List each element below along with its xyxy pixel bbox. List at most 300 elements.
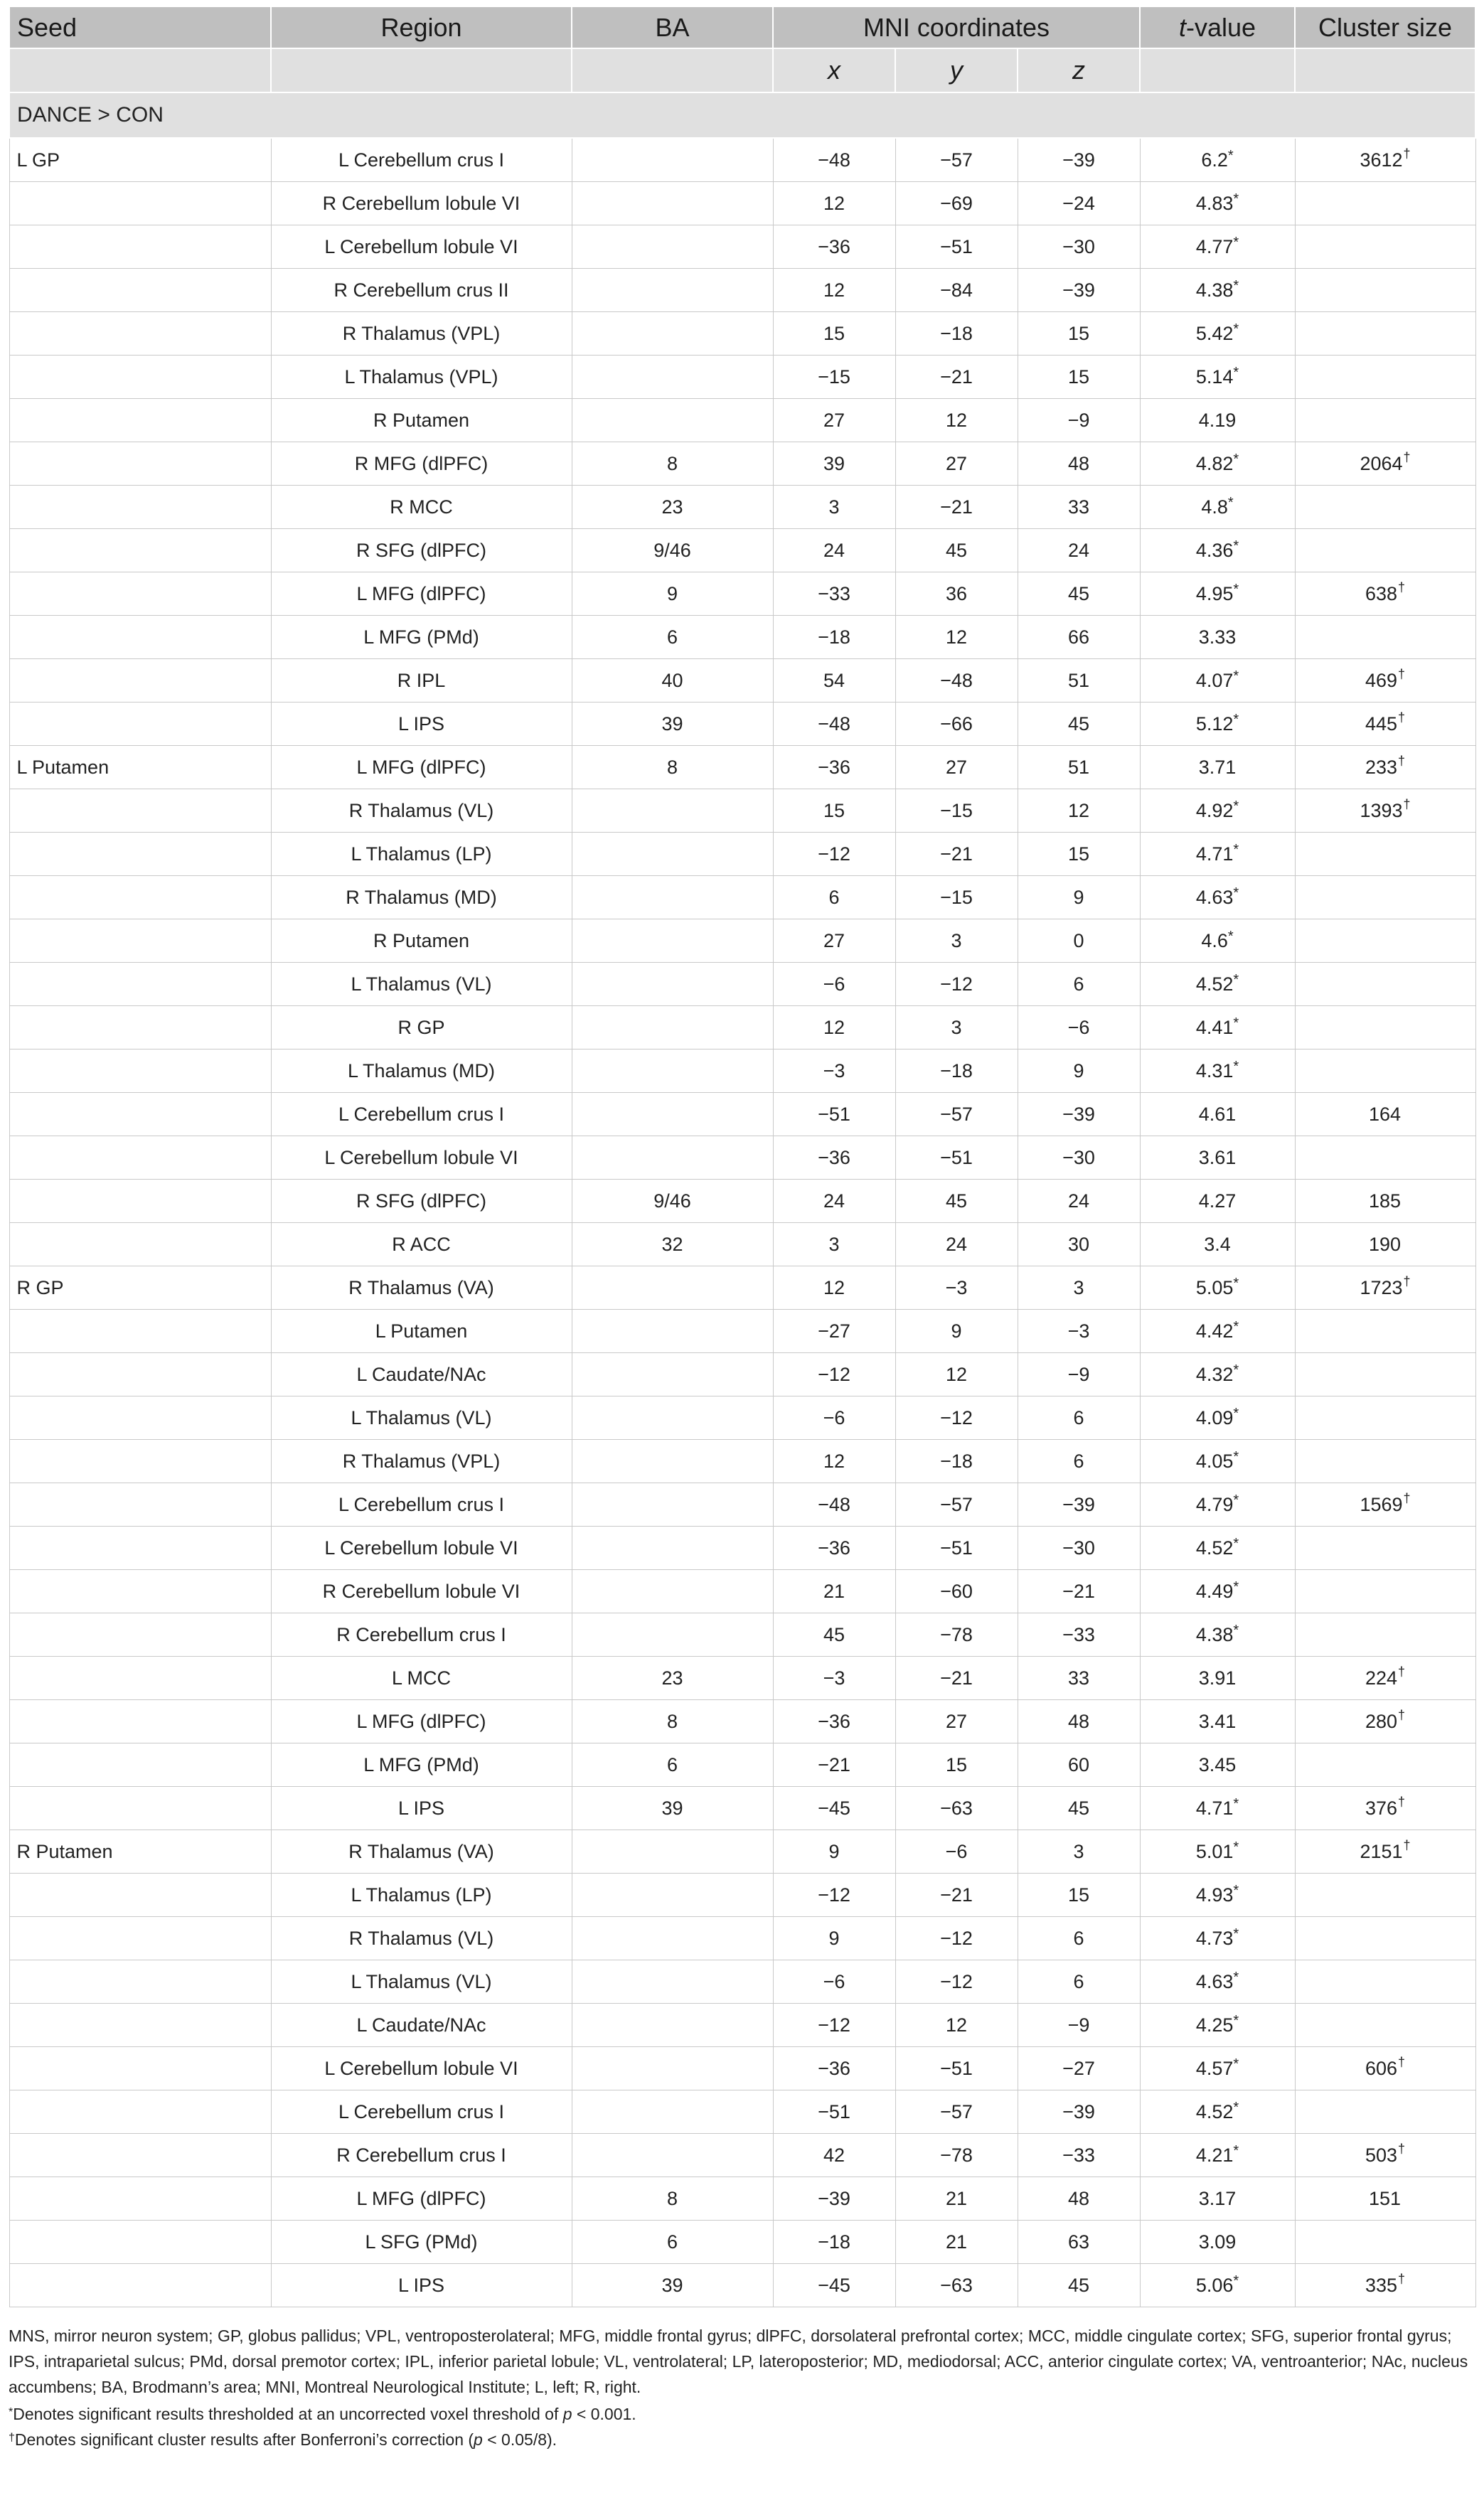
cell-cluster-size (1295, 2134, 1475, 2177)
t-significance-marker: * (1233, 668, 1239, 684)
cell-ba (572, 1136, 773, 1180)
table-header (9, 6, 1475, 92)
header-cluster-size: Cluster size (1295, 6, 1475, 48)
cell-cluster-size (1295, 356, 1475, 399)
cell-cluster-size (1295, 919, 1475, 963)
cell-ba: 39 (572, 1787, 773, 1830)
cell-t-value (1140, 1960, 1295, 2004)
subheader-empty-seed (9, 48, 271, 92)
cell-z: −39 (1018, 269, 1140, 312)
t-value: 4.19 (1198, 409, 1237, 431)
cell-x: 42 (773, 2134, 895, 2177)
cell-y: −21 (895, 833, 1018, 876)
cell-ba (572, 182, 773, 225)
t-significance-marker: * (1233, 1362, 1239, 1378)
cell-z: −3 (1018, 1310, 1140, 1353)
cell-y: 9 (895, 1310, 1018, 1353)
cell-z: 51 (1018, 659, 1140, 703)
cell-ba (572, 833, 773, 876)
t-value: 5.01 (1195, 1840, 1234, 1862)
cell-cluster-size (1295, 312, 1475, 356)
cell-cluster-size (1295, 2004, 1475, 2047)
t-value: 4.31 (1195, 1059, 1234, 1081)
cell-cluster-size (1295, 182, 1475, 225)
cell-cluster-size (1295, 1917, 1475, 1960)
t-value: 4.25 (1195, 2014, 1234, 2036)
cell-region: L MFG (PMd) (271, 616, 572, 659)
cluster-size: 280 (1365, 1710, 1398, 1732)
t-value: 3.4 (1204, 1233, 1231, 1255)
cell-y: 36 (895, 572, 1018, 616)
cluster-size: 185 (1368, 1190, 1402, 1212)
t-value: 4.95 (1195, 582, 1234, 604)
cell-seed (9, 919, 271, 963)
t-value: 3.71 (1198, 756, 1237, 778)
cell-seed (9, 2047, 271, 2090)
cell-seed (9, 399, 271, 442)
cell-seed (9, 2177, 271, 2221)
table-row (9, 182, 1475, 225)
cluster-size: 2151 (1360, 1840, 1403, 1862)
table-row (9, 1657, 1475, 1700)
cell-t-value (1140, 1874, 1295, 1917)
cell-cluster-size (1295, 1527, 1475, 1570)
cell-t-value (1140, 1093, 1295, 1136)
t-significance-marker: * (1233, 2142, 1239, 2159)
cell-seed (9, 269, 271, 312)
cell-z: 3 (1018, 1266, 1140, 1310)
cell-z: −39 (1018, 1093, 1140, 1136)
t-value: 4.38 (1195, 279, 1234, 301)
table-row (9, 2047, 1475, 2090)
cell-x: −6 (773, 1960, 895, 2004)
cell-region: R SFG (dlPFC) (271, 1180, 572, 1223)
cell-t-value (1140, 1613, 1295, 1657)
cell-t-value (1140, 2004, 1295, 2047)
cell-region: L Thalamus (VL) (271, 1396, 572, 1440)
cell-seed (9, 789, 271, 833)
cell-x: −18 (773, 616, 895, 659)
t-significance-marker: * (1233, 1795, 1239, 1812)
cluster-significance-marker: † (1398, 2054, 1406, 2069)
cell-x: −6 (773, 1396, 895, 1440)
cell-x: −6 (773, 963, 895, 1006)
subheader-empty-ba (572, 48, 773, 92)
cluster-significance-marker: † (1398, 579, 1406, 594)
cell-z: 66 (1018, 616, 1140, 659)
cell-y: −57 (895, 1093, 1018, 1136)
cell-cluster-size (1295, 746, 1475, 789)
cell-y: −57 (895, 1483, 1018, 1527)
footnote-star (9, 2401, 1473, 2427)
cell-z: −6 (1018, 1006, 1140, 1049)
cell-x: −36 (773, 1700, 895, 1743)
cell-y: 21 (895, 2177, 1018, 2221)
cell-ba: 39 (572, 2264, 773, 2307)
t-value: 4.93 (1195, 1884, 1234, 1906)
cell-z: 51 (1018, 746, 1140, 789)
cell-ba (572, 138, 773, 182)
table-row (9, 1266, 1475, 1310)
cell-cluster-size (1295, 1180, 1475, 1223)
footnote-star-symbol: * (9, 2406, 14, 2418)
cell-region: R Thalamus (VL) (271, 1917, 572, 1960)
cell-cluster-size (1295, 963, 1475, 1006)
t-significance-marker: * (1233, 321, 1239, 337)
table-row (9, 1830, 1475, 1874)
t-value: 4.49 (1195, 1580, 1234, 1602)
cell-x: −36 (773, 1527, 895, 1570)
subheader-empty-region (271, 48, 572, 92)
cell-t-value (1140, 2221, 1295, 2264)
cell-t-value (1140, 356, 1295, 399)
table-body (9, 92, 1475, 2307)
cell-region: L Cerebellum crus I (271, 1483, 572, 1527)
cell-y: −6 (895, 1830, 1018, 1874)
cell-seed (9, 1353, 271, 1396)
cell-t-value (1140, 789, 1295, 833)
t-significance-marker: * (1233, 841, 1239, 858)
cell-cluster-size (1295, 399, 1475, 442)
cell-x: −12 (773, 1353, 895, 1396)
cell-y: 12 (895, 616, 1018, 659)
cell-x: −36 (773, 225, 895, 269)
cell-cluster-size (1295, 225, 1475, 269)
cell-z: 9 (1018, 1049, 1140, 1093)
cell-seed (9, 1440, 271, 1483)
t-value: 4.05 (1195, 1450, 1234, 1472)
cell-seed (9, 1960, 271, 2004)
cell-region: L Thalamus (LP) (271, 1874, 572, 1917)
cell-ba (572, 225, 773, 269)
cell-t-value (1140, 486, 1295, 529)
cell-z: 3 (1018, 1830, 1140, 1874)
table-row (9, 225, 1475, 269)
table-row (9, 789, 1475, 833)
cluster-significance-marker: † (1403, 449, 1411, 464)
cell-x: 39 (773, 442, 895, 486)
cell-region: R Thalamus (VL) (271, 789, 572, 833)
t-significance-marker: * (1233, 885, 1239, 901)
cluster-significance-marker: † (1403, 796, 1411, 811)
cell-seed: L GP (9, 138, 271, 182)
cell-t-value (1140, 312, 1295, 356)
cell-ba (572, 269, 773, 312)
cell-cluster-size (1295, 442, 1475, 486)
t-value: 4.71 (1195, 1797, 1234, 1819)
cell-seed: R Putamen (9, 1830, 271, 1874)
cell-y: 3 (895, 919, 1018, 963)
cell-seed (9, 659, 271, 703)
t-value: 3.41 (1198, 1710, 1237, 1732)
cell-x: 27 (773, 919, 895, 963)
cell-x: −27 (773, 1310, 895, 1353)
table-row (9, 1960, 1475, 2004)
cell-z: −9 (1018, 399, 1140, 442)
footnote-star-p: p (562, 2405, 572, 2423)
t-value: 3.91 (1198, 1667, 1237, 1689)
cell-ba (572, 1830, 773, 1874)
table-row (9, 963, 1475, 1006)
t-value: 4.52 (1195, 2100, 1234, 2122)
cell-cluster-size (1295, 1136, 1475, 1180)
cell-t-value (1140, 182, 1295, 225)
t-significance-marker: * (1233, 1622, 1239, 1638)
cell-region: L MFG (dlPFC) (271, 746, 572, 789)
t-significance-marker: * (1227, 494, 1234, 511)
cluster-significance-marker: † (1398, 1664, 1406, 1679)
cell-seed (9, 1570, 271, 1613)
t-value: 4.41 (1195, 1016, 1234, 1038)
table-row (9, 1093, 1475, 1136)
cell-y: −12 (895, 1396, 1018, 1440)
cell-t-value (1140, 1396, 1295, 1440)
cell-z: 0 (1018, 919, 1140, 963)
cell-region: L Cerebellum lobule VI (271, 1136, 572, 1180)
cell-x: −48 (773, 138, 895, 182)
cell-t-value (1140, 1917, 1295, 1960)
table-row (9, 1049, 1475, 1093)
cell-region: R ACC (271, 1223, 572, 1266)
footnote-dagger-threshold: < 0.05/8). (482, 2430, 557, 2449)
t-value: 4.8 (1201, 496, 1228, 518)
cell-ba (572, 2134, 773, 2177)
cell-cluster-size (1295, 572, 1475, 616)
cell-y: −21 (895, 356, 1018, 399)
table-row (9, 703, 1475, 746)
cell-z: −9 (1018, 1353, 1140, 1396)
cell-ba (572, 1310, 773, 1353)
cell-t-value (1140, 1700, 1295, 1743)
cell-ba (572, 1874, 773, 1917)
cell-ba: 8 (572, 1700, 773, 1743)
cell-seed (9, 1917, 271, 1960)
cell-seed (9, 572, 271, 616)
cell-y: −78 (895, 2134, 1018, 2177)
cell-seed (9, 356, 271, 399)
cell-cluster-size (1295, 659, 1475, 703)
cluster-significance-marker: † (1398, 1707, 1406, 1722)
cell-y: 3 (895, 1006, 1018, 1049)
table-row (9, 1527, 1475, 1570)
t-value: 4.36 (1195, 539, 1234, 561)
t-significance-marker: * (1233, 1405, 1239, 1421)
cell-seed (9, 2264, 271, 2307)
table-row (9, 1613, 1475, 1657)
cell-x: 12 (773, 1440, 895, 1483)
table-row (9, 1700, 1475, 1743)
t-value: 4.07 (1195, 669, 1234, 691)
t-value: 4.21 (1195, 2144, 1234, 2166)
cell-region: L Thalamus (VL) (271, 963, 572, 1006)
cell-z: 6 (1018, 963, 1140, 1006)
cell-y: 27 (895, 442, 1018, 486)
cell-t-value (1140, 1787, 1295, 1830)
cell-ba (572, 2047, 773, 2090)
table-row (9, 2134, 1475, 2177)
t-value: 3.33 (1198, 626, 1237, 648)
cell-y: −15 (895, 876, 1018, 919)
cell-seed (9, 1180, 271, 1223)
t-significance-marker: * (1233, 798, 1239, 814)
cell-y: −12 (895, 1917, 1018, 1960)
cell-ba (572, 356, 773, 399)
cell-region: R MFG (dlPFC) (271, 442, 572, 486)
cell-region: R SFG (dlPFC) (271, 529, 572, 572)
cell-x: −15 (773, 356, 895, 399)
cell-x: −12 (773, 2004, 895, 2047)
t-significance-marker: * (1233, 1492, 1239, 1508)
cell-cluster-size (1295, 876, 1475, 919)
cell-x: −36 (773, 2047, 895, 2090)
cell-seed (9, 182, 271, 225)
cell-seed (9, 2221, 271, 2264)
cell-t-value (1140, 833, 1295, 876)
cell-seed (9, 1657, 271, 1700)
t-value: 4.61 (1198, 1103, 1237, 1125)
cell-y: −51 (895, 225, 1018, 269)
cell-region: R IPL (271, 659, 572, 703)
cell-z: 15 (1018, 833, 1140, 876)
cell-t-value (1140, 1223, 1295, 1266)
cell-cluster-size (1295, 269, 1475, 312)
cell-t-value (1140, 2134, 1295, 2177)
cell-region: L IPS (271, 703, 572, 746)
cell-ba (572, 1440, 773, 1483)
cell-t-value (1140, 572, 1295, 616)
cell-seed (9, 963, 271, 1006)
cell-ba: 8 (572, 442, 773, 486)
cell-region: R Thalamus (MD) (271, 876, 572, 919)
cell-seed (9, 616, 271, 659)
cell-cluster-size (1295, 1483, 1475, 1527)
cell-cluster-size (1295, 789, 1475, 833)
cell-x: 9 (773, 1917, 895, 1960)
cell-z: 6 (1018, 1917, 1140, 1960)
cell-z: −39 (1018, 138, 1140, 182)
t-significance-marker: * (1233, 1926, 1239, 1942)
table-row (9, 746, 1475, 789)
cell-region: R Putamen (271, 919, 572, 963)
cell-y: 24 (895, 1223, 1018, 1266)
cell-x: −48 (773, 703, 895, 746)
table-row (9, 1223, 1475, 1266)
cell-x: −3 (773, 1657, 895, 1700)
cell-y: −21 (895, 486, 1018, 529)
cell-seed (9, 2134, 271, 2177)
cell-ba: 6 (572, 1743, 773, 1787)
table-row (9, 1310, 1475, 1353)
cell-z: 60 (1018, 1743, 1140, 1787)
cell-z: −39 (1018, 2090, 1140, 2134)
t-value: 4.57 (1195, 2057, 1234, 2079)
cell-y: 27 (895, 746, 1018, 789)
cell-region: L Caudate/NAc (271, 2004, 572, 2047)
cluster-size: 445 (1365, 712, 1398, 735)
t-significance-marker: * (1227, 928, 1234, 944)
cell-ba (572, 1613, 773, 1657)
cell-x: −51 (773, 1093, 895, 1136)
cell-region: L Cerebellum lobule VI (271, 1527, 572, 1570)
cell-y: 12 (895, 399, 1018, 442)
t-value: 5.42 (1195, 322, 1234, 344)
subheader-empty-cluster (1295, 48, 1475, 92)
cluster-significance-marker: † (1398, 2271, 1406, 2286)
cell-seed (9, 225, 271, 269)
t-value: 4.52 (1195, 973, 1234, 995)
cell-ba (572, 2004, 773, 2047)
cluster-size: 503 (1365, 2144, 1398, 2166)
header-z: z (1018, 48, 1140, 92)
cell-y: 45 (895, 529, 1018, 572)
cell-t-value (1140, 1440, 1295, 1483)
cell-seed (9, 1006, 271, 1049)
cell-seed (9, 833, 271, 876)
t-value: 4.42 (1195, 1320, 1234, 1342)
cluster-size: 1393 (1360, 799, 1403, 821)
cell-seed (9, 529, 271, 572)
cell-x: 45 (773, 1613, 895, 1657)
cell-cluster-size (1295, 1874, 1475, 1917)
header-seed: Seed (9, 6, 271, 48)
table-row (9, 1570, 1475, 1613)
table-row (9, 529, 1475, 572)
cell-cluster-size (1295, 1049, 1475, 1093)
cell-ba: 39 (572, 703, 773, 746)
cluster-size: 224 (1365, 1667, 1398, 1689)
cluster-size: 3612 (1360, 149, 1403, 171)
cell-region: L Putamen (271, 1310, 572, 1353)
cell-z: 33 (1018, 1657, 1140, 1700)
cell-region: R Cerebellum crus I (271, 2134, 572, 2177)
cell-z: −33 (1018, 1613, 1140, 1657)
cell-cluster-size (1295, 1266, 1475, 1310)
cell-y: −60 (895, 1570, 1018, 1613)
cell-y: −69 (895, 182, 1018, 225)
cell-x: −36 (773, 1136, 895, 1180)
cell-cluster-size (1295, 703, 1475, 746)
cell-z: 30 (1018, 1223, 1140, 1266)
cell-t-value (1140, 1353, 1295, 1396)
table-row (9, 2090, 1475, 2134)
t-value: 6.2 (1201, 149, 1228, 171)
cell-z: 15 (1018, 356, 1140, 399)
cell-seed (9, 1136, 271, 1180)
t-significance-marker: * (1233, 2099, 1239, 2115)
t-value: 3.61 (1198, 1146, 1237, 1168)
cell-y: 12 (895, 2004, 1018, 2047)
cell-seed (9, 703, 271, 746)
table-row (9, 1180, 1475, 1223)
cell-seed: R GP (9, 1266, 271, 1310)
cell-region: L Thalamus (VPL) (271, 356, 572, 399)
cell-seed (9, 1743, 271, 1787)
cell-seed (9, 1787, 271, 1830)
cell-ba (572, 919, 773, 963)
cell-y: −51 (895, 2047, 1018, 2090)
cell-t-value (1140, 399, 1295, 442)
cell-cluster-size (1295, 1657, 1475, 1700)
cell-ba: 23 (572, 486, 773, 529)
cell-region: L IPS (271, 2264, 572, 2307)
cluster-size: 376 (1365, 1797, 1398, 1819)
cell-ba (572, 2090, 773, 2134)
cell-y: −21 (895, 1874, 1018, 1917)
cell-z: 12 (1018, 789, 1140, 833)
cell-y: −15 (895, 789, 1018, 833)
cluster-size: 2064 (1360, 452, 1403, 474)
t-value: 4.82 (1195, 452, 1234, 474)
